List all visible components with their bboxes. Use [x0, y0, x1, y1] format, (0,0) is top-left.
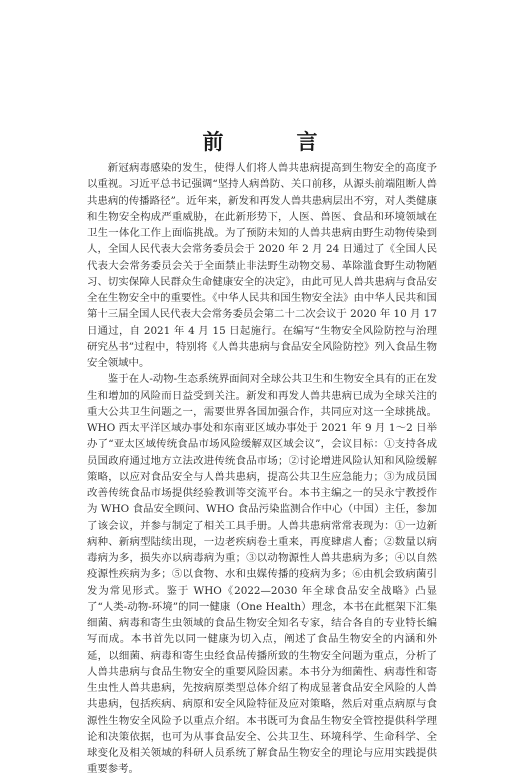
- page-title: 前 言: [202, 129, 344, 154]
- preface-body: [87, 160, 437, 778]
- paragraph-1: 新冠病毒感染的发生，使得人们将人兽共患病提高到生物安全的高度予以重视。习近平总书记强调“坚持人病兽防、关口前移，从源头前端阻断人兽共患病的传播路径”。近年来，新发和再发人兽共患病层出不穷，对人类健康和生物安全构成严重威胁，在此新形势下，人医、兽医、食品和环境领域在卫生一体化工作上面临挑战。为了预防未知的人兽共患病由野生动物传染到人，全国人民代表大会常务委员会于 2020 年 2 月 24 日通过了《全国人民代表大会常务委员会关于全面禁止非法野生动物交易、革除滥食野生动物陋习、切实保障人民群众生命健康安全的决定》，由此可见人兽共患病与食品安全在生物安全中的重要性。《中华人民共和国生物安全法》由中华人民共和国第十三届全国人民代表大会常务委员会第二十二次会议于 2020 年 10 月 17 日通过，自 2021 年 4 月 15 日起施行。在编写“生物安全风险防控与治理研究丛书”过程中，特别将《人兽共患病与食品安全风险防控》列入食品生物安全领域中。: [87, 162, 437, 369]
- paragraph-2: 鉴于在人-动物-生态系统界面间对全球公共卫生和生物安全具有的正在发生和增加的风险而日益受到关注。新发和再发人兽共患病已成为全球关注的重大公共卫生问题之一，需要世界各国加强合作，共同应对这一全球挑战。WHO 西太平洋区域办事处和东南亚区域办事处于 2021 年 9 月 1～2 日举办了“亚太区域传统食品市场风险缓解双区域会议”，会议目标：①支持各成员国政府通过地方立法改进传统食品市场；②讨论增进风险认知和风险缓解策略，以应对食品安全与人兽共患病，提高公共卫生应急能力；③为成员国改善传统食品市场提供经验教训等交流平台。本书主编之一的吴永宁教授作为 WHO 食品安全顾问、WHO 食品污染监测合作中心（中国）主任，参加了该会议，并参与制定了相关工具手册。人兽共患病常常表现为：①一边新病种、新病型陆续出现，一边老疾病卷土重来，再度肆虐人畜；②数量以病毒病为多，损失亦以病毒病为重；③以动物源性人兽共患病为多；④以自然疫源性疾病为多；⑤以食物、水和虫媒传播的疫病为多；⑥由机会致病菌引发为常见形式。鉴于 WHO《2022—2030 年全球食品安全战略》凸显了“人类-动物-环境”的同一健康（One Health）理念，本书在此框架下汇集细菌、病毒和寄生虫领域的食品生物安全知名专家，结合各自的专业特长编写而成。本书首先以同一健康为切入点，阐述了食品生物安全的内涵和外延，以细菌、病毒和寄生虫经食品传播所致的生物安全问题为重点，分析了人兽共患病与食品生物安全的重要风险因素。本书分为细菌性、病毒性和寄生虫性人兽共患病，先按病原类型总体介绍了构成显著食品安全风险的人兽共患病，包括疾病、病原和安全风险特征及应对策略，然后对重点病原与食源性生物安全风险予以重点介绍。本书既可为食品生物安全管控提供科学理论和决策依据，也可为从事食品安全、公共卫生、环境科学、生命科学、全球变化及相关领域的科研人员系统了解食品生物安全的理论与应用实践提供重要参考。: [87, 373, 437, 776]
